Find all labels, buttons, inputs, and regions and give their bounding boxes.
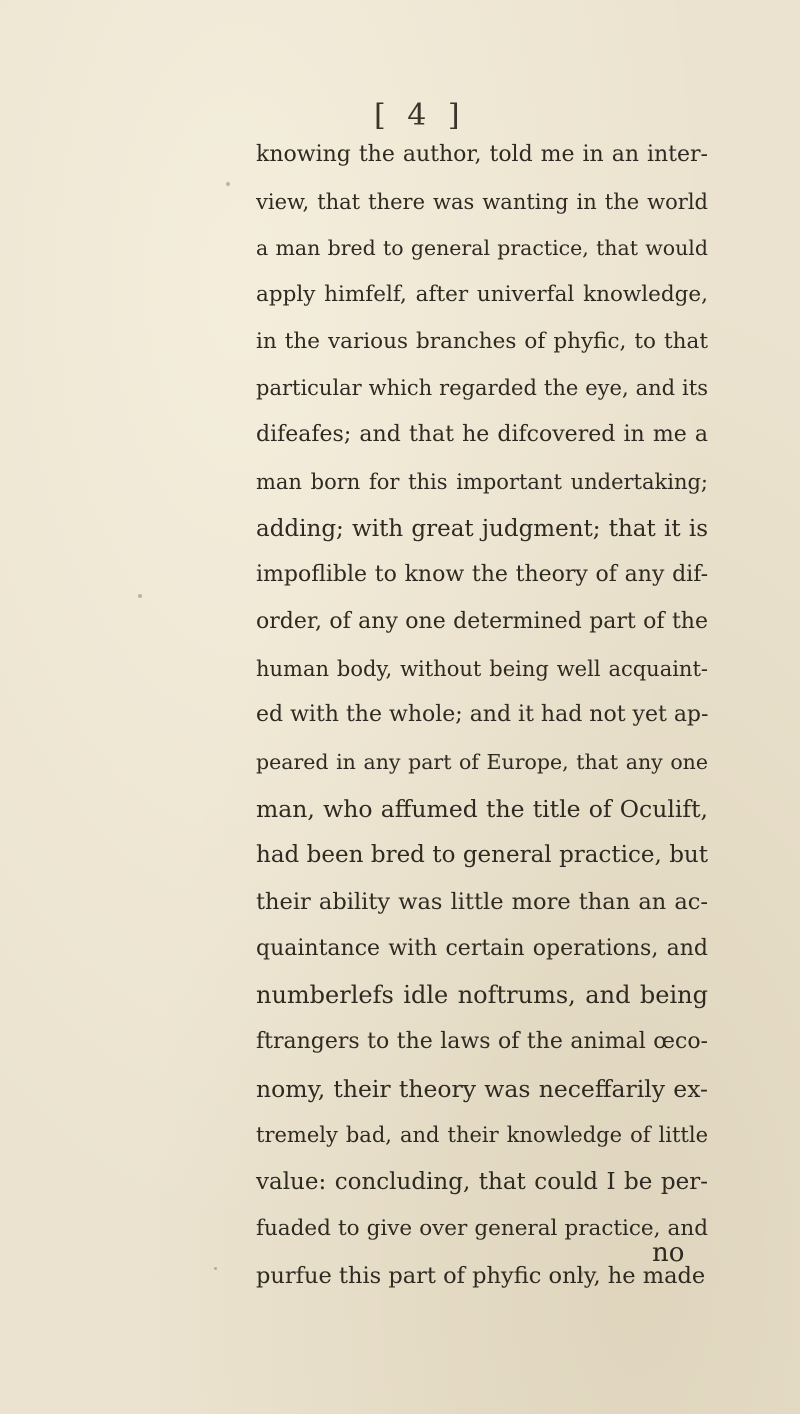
text-line: numberlefs idle noftrums, and being [256,981,708,1010]
text-line: man born for this important undertaking; [256,469,708,494]
text-line: purfue this part of phyfic only, he made [256,1262,706,1289]
paper-blemish [138,594,142,598]
text-line: peared in any part of Europe, that any one [256,749,708,774]
text-line: nomy, their theory was neceffarily ex- [256,1074,708,1103]
text-line: particular which regarded the eye, and its [256,376,708,401]
text-line: their ability was little more than an ac- [256,889,708,915]
body-text [256,132,708,1299]
text-line: human body, without being well acquaint- [256,656,708,681]
text-line: ftrangers to the laws of the animal œco- [256,1029,708,1055]
page-number: [ 4 ] [374,98,466,133]
text-line: knowing the author, told me in an inter- [256,142,708,167]
text-line: a man bred to general practice, that would [256,236,708,261]
text-line: apply himfelf, after univerfal knowledge, [256,282,708,308]
text-line: fuaded to give over general practice, and [256,1215,708,1241]
text-line: had been bred to general practice, but [256,842,708,869]
text-line: adding; with great judgment; that it is [256,515,708,542]
text-line: tremely bad, and their knowledge of little [256,1123,708,1148]
text-line: order, of any one determined part of the [256,608,708,634]
catchword: no [652,1238,685,1268]
text-line: impoflible to know the theory of any dif- [256,562,708,588]
text-line: difeafes; and that he difcovered in me a [256,422,708,448]
text-line: value: concluding, that could I be per- [256,1169,708,1196]
text-line: in the various branches of phyfic, to that [256,328,708,354]
paper-blemish [226,182,230,186]
paper-blemish [214,1267,217,1270]
text-line: man, who affumed the title of Oculift, [256,794,708,823]
text-line: ed with the whole; and it had not yet ap- [256,702,709,728]
text-line: view, that there was wanting in the world [256,189,708,214]
text-line: quaintance with certain operations, and [256,935,708,961]
